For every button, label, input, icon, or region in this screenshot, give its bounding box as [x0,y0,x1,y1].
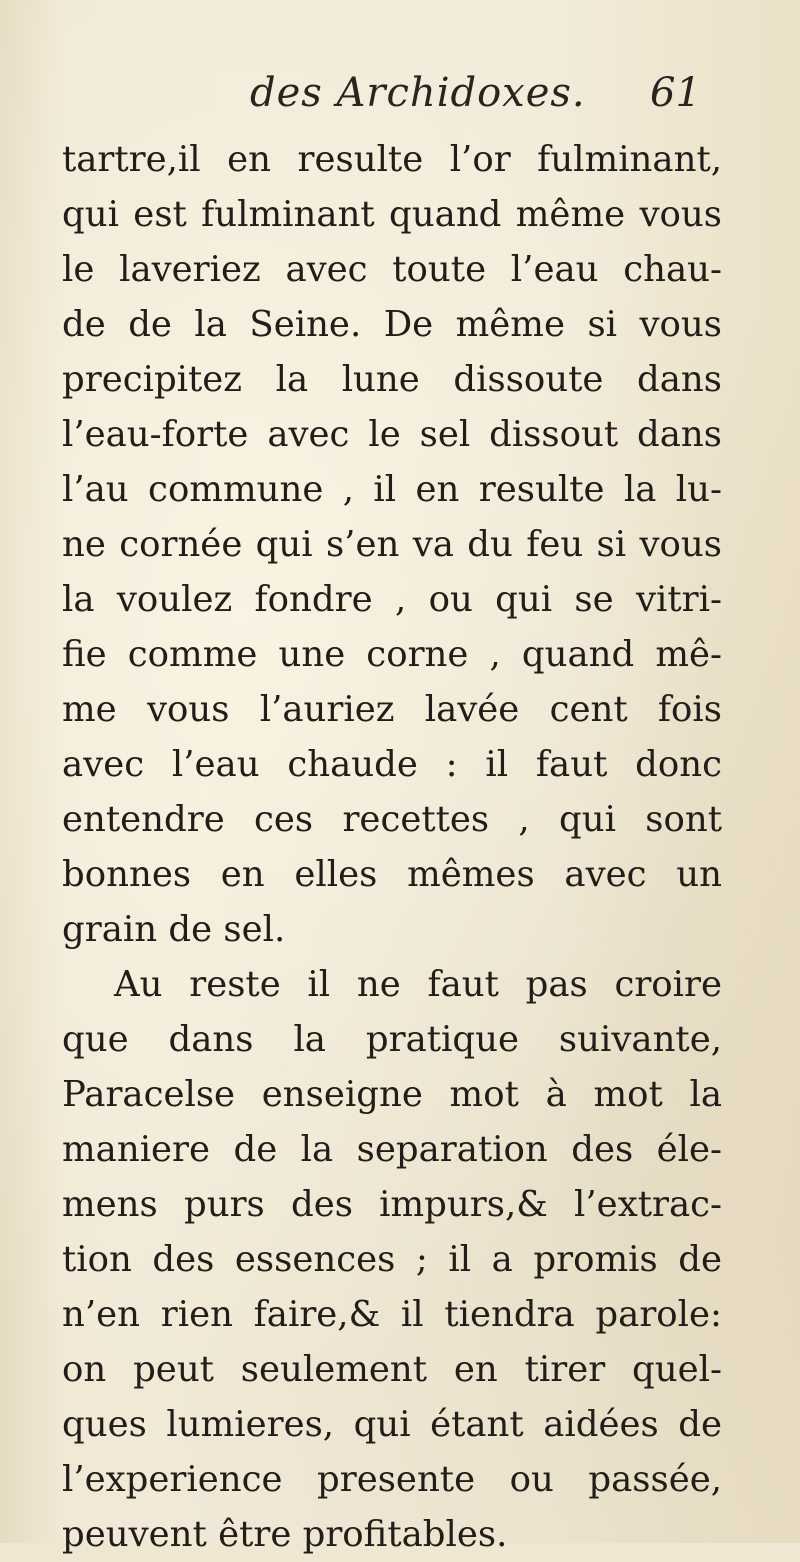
text-line: maniere de la separation des éle- [62,1129,722,1170]
text-line: l’eau-forte avec le sel dissout dans [62,414,722,455]
text-line: le laveriez avec toute l’eau chau- [62,249,722,290]
text-line: tartre,il en resulte l’or fulminant, [62,139,722,180]
text-line: l’experience presente ou passée, [62,1459,722,1500]
text-line: on peut seulement en tirer quel- [62,1349,722,1390]
text-line: peuvent être profitables. [62,1514,508,1555]
text-line: la voulez fondre , ou qui se vitri- [62,579,722,620]
text-line: me vous l’auriez lavée cent fois [62,689,722,730]
running-title: des Archidoxes. [250,70,586,116]
text-line-paragraph-start: Au reste il ne faut pas croire [114,964,722,1005]
text-line: ques lumieres, qui étant aidées de [62,1404,722,1445]
text-line: qui est fulminant quand même vous [62,194,722,235]
text-line: tion des essences ; il a promis de [62,1239,722,1280]
text-line: mens purs des impurs,& l’extrac- [62,1184,722,1225]
text-line: ne cornée qui s’en va du feu si vous [62,524,722,565]
text-line: grain de sel. [62,909,286,950]
body-text [62,132,722,1562]
text-line: entendre ces recettes , qui sont [62,799,722,840]
text-line: l’au commune , il en resulte la lu- [62,469,722,510]
page-header [0,62,800,132]
text-line: fie comme une corne , quand mê- [62,634,722,675]
text-line: de de la Seine. De même si vous [62,304,722,345]
text-line: n’en rien faire,& il tiendra parole: [62,1294,722,1335]
text-line: que dans la pratique suivante, [62,1019,722,1060]
text-line: bonnes en elles mêmes avec un [62,854,722,895]
page-number: 61 [650,70,701,116]
text-line: avec l’eau chaude : il faut donc [62,744,722,785]
text-line: Paracelse enseigne mot à mot la [62,1074,722,1115]
text-line: precipitez la lune dissoute dans [62,359,722,400]
